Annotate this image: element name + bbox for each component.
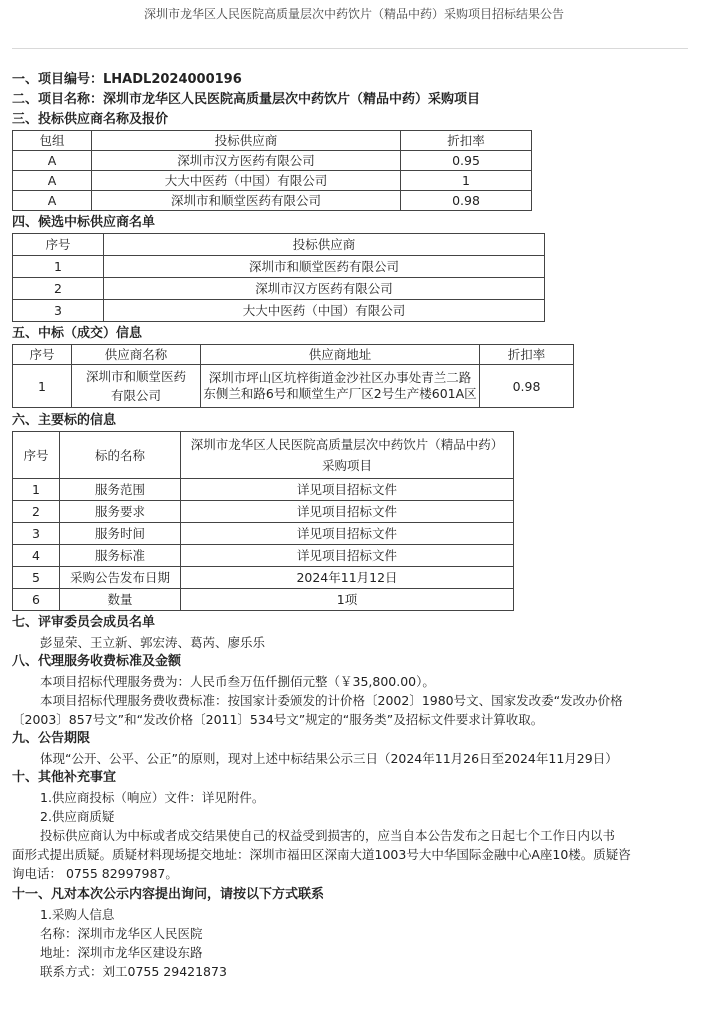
table-cell: 详见项目招标文件 — [181, 523, 514, 545]
table-header: 折扣率 — [401, 131, 532, 151]
table-cell: A — [13, 151, 92, 171]
section-heading: 三、投标供应商名称及报价 — [12, 112, 169, 127]
project-name-value: 深圳市龙华区人民医院高质量层次中药饮片（精品中药）采购项目 — [103, 92, 481, 107]
page-title: 深圳市龙华区人民医院高质量层次中药饮片（精品中药）采购项目招标结果公告 — [143, 7, 564, 21]
table-header: 深圳市龙华区人民医院高质量层次中药饮片（精品中药）采购项目 — [181, 432, 514, 479]
table-cell: 1 — [13, 256, 104, 278]
winner-table — [12, 344, 574, 408]
table-row — [13, 171, 532, 191]
contact-item: 1.采购人信息 — [40, 907, 115, 922]
section-heading: 二、项目名称： — [12, 92, 104, 107]
table-cell: 1 — [401, 171, 532, 191]
objection-text: 询电话： 0755 82997987。 — [12, 866, 178, 881]
table-cell: 3 — [13, 523, 60, 545]
fee-standard-text: 〔2003〕857号文”和“发改价格〔2011〕534号文”规定的“服务类”及招标文件要求计算收取。 — [12, 712, 544, 727]
table-row — [13, 151, 532, 171]
section-heading: 四、候选中标供应商名单 — [12, 215, 156, 230]
table-header: 包组 — [13, 131, 92, 151]
table-cell: 2 — [13, 278, 104, 300]
project-number-value: LHADL2024000196 — [103, 72, 242, 87]
table-cell: 深圳市和顺堂医药有限公司 — [92, 191, 401, 211]
section-heading: 一、项目编号： — [12, 72, 104, 87]
table-row — [13, 479, 514, 501]
table-cell: 1项 — [181, 589, 514, 611]
supplier-address-cell: 深圳市坪山区坑梓街道金沙社区办事处青兰二路东侧兰和路6号和顺堂生产厂区2号生产楼601A区 — [201, 365, 480, 408]
table-row — [13, 567, 514, 589]
publicity-period-text: 体现“公开、公平、公正”的原则，现对上述中标结果公示三日（2024年11月26日至2024年11月29日） — [40, 751, 618, 766]
table-row — [13, 523, 514, 545]
table-cell: 5 — [13, 567, 60, 589]
project-name — [12, 90, 692, 110]
table-row — [13, 365, 574, 408]
table-cell: 采购公告发布日期 — [60, 567, 181, 589]
section-heading: 五、中标（成交）信息 — [12, 326, 143, 341]
divider — [12, 48, 688, 49]
table-cell: 服务标准 — [60, 545, 181, 567]
table-header: 标的名称 — [60, 432, 181, 479]
table-cell: A — [13, 191, 92, 211]
section-heading: 十、其他补充事宜 — [12, 770, 117, 785]
table-header: 供应商地址 — [201, 345, 480, 365]
bidders-table — [12, 130, 532, 211]
table-cell: 0.95 — [401, 151, 532, 171]
table-row — [13, 191, 532, 211]
table-cell: 详见项目招标文件 — [181, 501, 514, 523]
section-heading: 六、主要标的信息 — [12, 413, 117, 428]
table-cell: 0.98 — [401, 191, 532, 211]
table-cell: A — [13, 171, 92, 191]
purchaser-address: 地址：深圳市龙华区建设东路 — [40, 945, 203, 960]
table-cell: 2024年11月12日 — [181, 567, 514, 589]
table-cell: 1 — [13, 479, 60, 501]
committee-members: 彭显荣、王立新、郭宏涛、葛芮、廖乐乐 — [40, 635, 266, 650]
table-row — [13, 501, 514, 523]
table-row — [13, 256, 545, 278]
table-cell: 6 — [13, 589, 60, 611]
table-cell: 1 — [13, 365, 72, 408]
table-cell: 服务要求 — [60, 501, 181, 523]
section-heading: 八、代理服务收费标准及金额 — [12, 654, 182, 669]
section-heading: 七、评审委员会成员名单 — [12, 615, 156, 630]
announcement-body — [12, 70, 692, 981]
purchaser-name: 名称：深圳市龙华区人民医院 — [40, 926, 203, 941]
table-cell: 深圳市和顺堂医药有限公司 — [104, 256, 545, 278]
table-cell: 深圳市汉方医药有限公司 — [104, 278, 545, 300]
table-header: 序号 — [13, 234, 104, 256]
table-header: 序号 — [13, 432, 60, 479]
section-heading: 九、公告期限 — [12, 731, 91, 746]
agency-fee-text: 本项目招标代理服务费为：人民币叁万伍仟捌佰元整（￥35,800.00）。 — [40, 674, 435, 689]
table-cell: 2 — [13, 501, 60, 523]
table-row — [13, 278, 545, 300]
supplement-item: 1.供应商投标（响应）文件：详见附件。 — [40, 790, 265, 805]
table-cell: 3 — [13, 300, 104, 322]
table-header: 投标供应商 — [92, 131, 401, 151]
table-cell: 详见项目招标文件 — [181, 545, 514, 567]
table-header: 供应商名称 — [72, 345, 201, 365]
table-cell: 0.98 — [480, 365, 574, 408]
objection-text: 面形式提出质疑。质疑材料现场提交地址：深圳市福田区深南大道1003号大中华国际金融中心A座10楼。质疑咨 — [12, 847, 631, 862]
table-cell: 服务范围 — [60, 479, 181, 501]
purchaser-contact: 联系方式：刘工0755 29421873 — [40, 964, 227, 979]
table-header: 投标供应商 — [104, 234, 545, 256]
table-cell: 深圳市汉方医药有限公司 — [92, 151, 401, 171]
table-cell: 4 — [13, 545, 60, 567]
subject-table — [12, 431, 514, 611]
table-header-row — [13, 131, 532, 151]
table-cell: 数量 — [60, 589, 181, 611]
table-header: 折扣率 — [480, 345, 574, 365]
table-row — [13, 545, 514, 567]
candidates-table — [12, 233, 545, 322]
table-cell: 大大中医药（中国）有限公司 — [104, 300, 545, 322]
supplement-item: 2.供应商质疑 — [40, 809, 115, 824]
objection-text: 投标供应商认为中标或者成交结果使自己的权益受到损害的，应当自本公告发布之日起七个工作日内以书 — [40, 828, 616, 843]
table-cell: 大大中医药（中国）有限公司 — [92, 171, 401, 191]
table-cell: 详见项目招标文件 — [181, 479, 514, 501]
section-heading: 十一、凡对本次公示内容提出询问，请按以下方式联系 — [12, 887, 325, 902]
supplier-name-cell: 深圳市和顺堂医药有限公司 — [72, 365, 201, 408]
table-header-row — [13, 234, 545, 256]
table-row — [13, 300, 545, 322]
table-header-row — [13, 345, 574, 365]
table-header-row — [13, 432, 514, 479]
fee-standard-text: 本项目招标代理服务费收费标准：按国家计委颁发的计价格〔2002〕1980号文、国家发改委“发改办价格 — [40, 693, 623, 708]
project-number — [12, 70, 692, 90]
table-header: 序号 — [13, 345, 72, 365]
table-row — [13, 589, 514, 611]
table-cell: 服务时间 — [60, 523, 181, 545]
